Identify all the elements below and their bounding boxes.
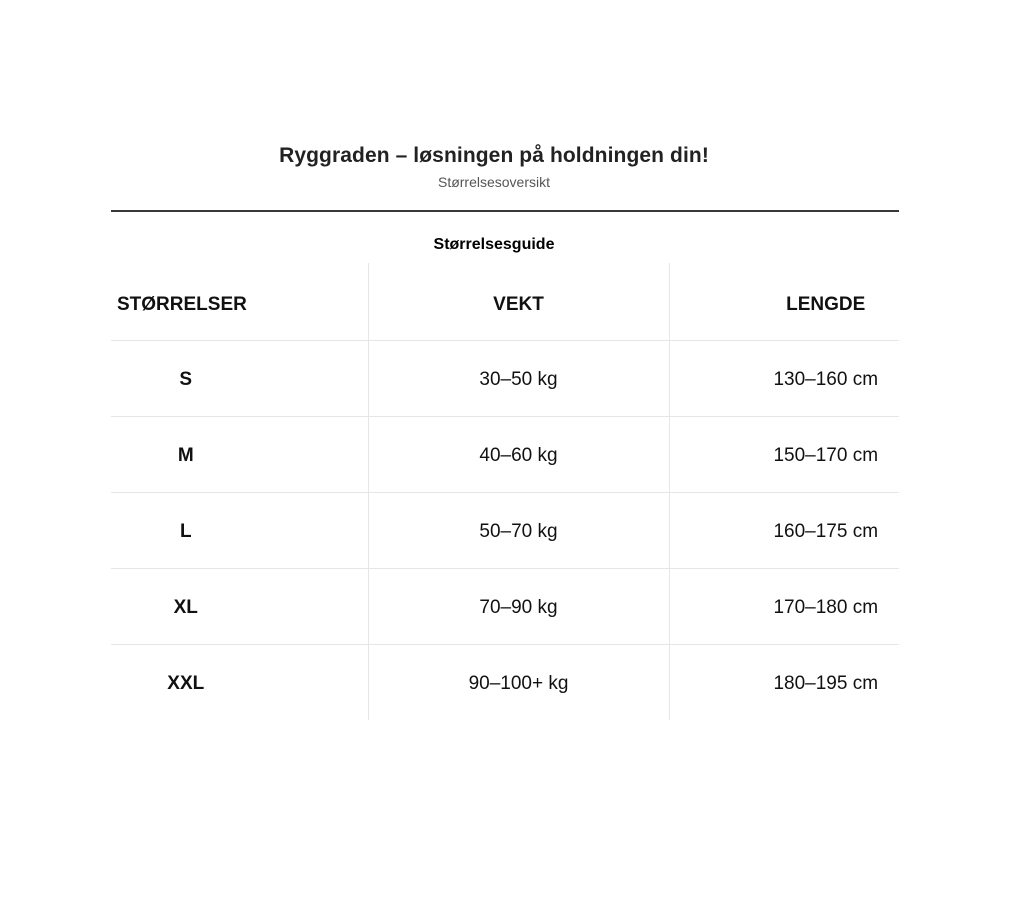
size-cell: XXL — [167, 672, 205, 694]
weight-cell: 90–100+ kg — [368, 644, 669, 720]
section-title: Størrelsesguide — [433, 236, 555, 253]
table-row-xl — [111, 568, 899, 644]
length-cell: 130–160 cm — [669, 340, 899, 416]
header — [111, 0, 899, 195]
weight-cell: 50–70 kg — [368, 492, 669, 568]
length-cell: 170–180 cm — [669, 568, 899, 644]
size-cell: XL — [111, 568, 368, 644]
table-row-m — [111, 416, 899, 492]
size-cell: M — [111, 416, 368, 492]
weight-cell: 70–90 kg — [368, 568, 669, 644]
content-area — [111, 0, 899, 720]
size-guide-body — [111, 340, 899, 720]
page-subtitle: Størrelsesoversikt — [437, 174, 551, 190]
table-row-l — [111, 492, 899, 568]
header-divider — [111, 210, 899, 212]
table-row-s — [111, 340, 899, 416]
size-guide-header — [111, 263, 899, 340]
length-cell: 150–170 cm — [669, 416, 899, 492]
column-header-sizes: STØRRELSER — [111, 263, 368, 340]
size-cell: L — [111, 492, 368, 568]
length-cell: 160–175 cm — [669, 492, 899, 568]
table-row-xxl — [111, 644, 899, 720]
size-cell: S — [111, 340, 368, 416]
weight-cell: 40–60 kg — [368, 416, 669, 492]
column-header-length: LENGDE — [669, 263, 899, 340]
page-title: Ryggraden – løsningen på holdningen din! — [279, 144, 709, 167]
column-header-weight: VEKT — [368, 263, 669, 340]
header-row — [111, 263, 899, 340]
weight-cell: 30–50 kg — [368, 340, 669, 416]
size-guide-table — [111, 263, 899, 720]
length-cell: 180–195 cm — [773, 672, 879, 694]
